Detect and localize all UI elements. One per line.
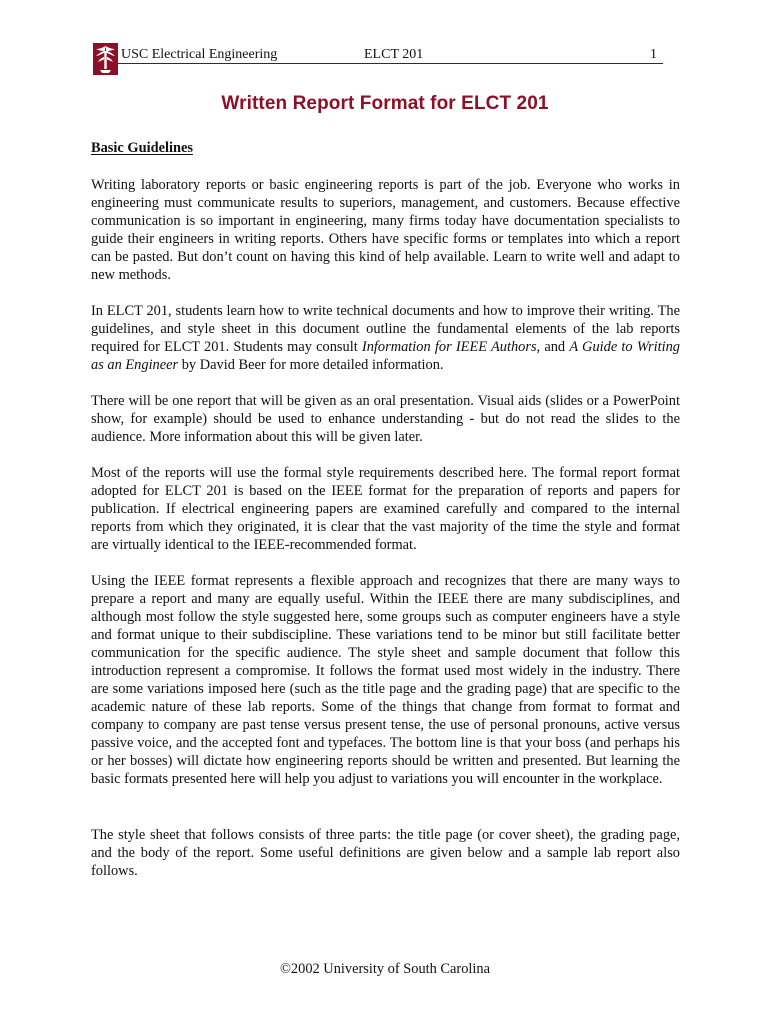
paragraph-elct201 (91, 302, 680, 374)
reference-writing-guide: A Guide to Writing as an Engineer (91, 339, 680, 373)
paragraph-oral-presentation: There will be one report that will be given as an oral presentation. Visual aids (slides or a PowerPoint show, for example) should be used to enhance understanding - but do not read the slides to the audience. More information about this will be given later. (91, 393, 680, 445)
paragraph-text: In ELCT 201, students learn how to write technical documents and how to improve their writing. The guidelines, and style sheet in this document outline the fundamental elements of the lab reports required for ELCT 201. Students may consult (91, 303, 680, 355)
header-page-number: 1 (650, 47, 657, 62)
section-heading: Basic Guidelines (91, 140, 193, 156)
header-org: USC Electrical Engineering (121, 47, 278, 62)
document-title: Written Report Format for ELCT 201 (221, 93, 549, 114)
paragraph-style-sheet: The style sheet that follows consists of three parts: the title page (or cover sheet), the grading page, and the body of the report. Some useful definitions are given below and a sample lab report also follows. (91, 827, 680, 879)
usc-palmetto-logo-icon (93, 43, 118, 75)
paragraph-ieee-format: Using the IEEE format represents a flexible approach and recognizes that there are many ways to prepare a report and many are equally useful. Within the IEEE there are many subdisciplines, and although most follow the style suggested here, some groups such as computer engineers have a style and format unique to their subdiscipline. These variations tend to be minor but still facilitate better communication for the specific audience. The style sheet and sample document that follow this introduction represent a compromise. It follows the format used most widely in the industry. There are some variations imposed here (such as the title page and the grading page) that are specific to the academic nature of these lab reports. Some of the things that change from format to format and company to company are past tense versus present tense, the use of personal pronouns, active versus passive voice, and the accepted font and typefaces. The bottom line is that your boss (and perhaps his or her bosses) will dictate how engineering reports should be written and presented. But learning the basic formats presented here will help you adjust to variations you will encounter in the workplace. (91, 573, 680, 787)
footer-copyright: ©2002 University of South Carolina (280, 961, 490, 977)
header-course: ELCT 201 (364, 47, 424, 62)
paragraph-formal-style: Most of the reports will use the formal style requirements described here. The formal report format adopted for ELCT 201 is based on the IEEE format for the preparation of reports and papers for publication. If electrical engineering papers are examined carefully and compared to the internal reports from which they originated, it is clear that the vast majority of the time the style and format are virtually identical to the IEEE-recommended format. (91, 465, 680, 553)
header-rule (118, 63, 663, 64)
paragraph-intro: Writing laboratory reports or basic engineering reports is part of the job. Everyone who works in engineering must communicate results to superiors, management, and customers. Because effective communication is so important in engineering, many firms today have documentation specialists to guide their engineers in writing reports. Others have specific forms or templates into which a report can be pasted. But don’t count on having this kind of help available. Learn to write well and adapt to new methods. (91, 177, 680, 283)
paragraph-text: by David Beer for more detailed information. (178, 357, 444, 373)
reference-ieee-authors: Information for IEEE Authors (361, 339, 537, 355)
paragraph-text: , and (536, 339, 570, 355)
